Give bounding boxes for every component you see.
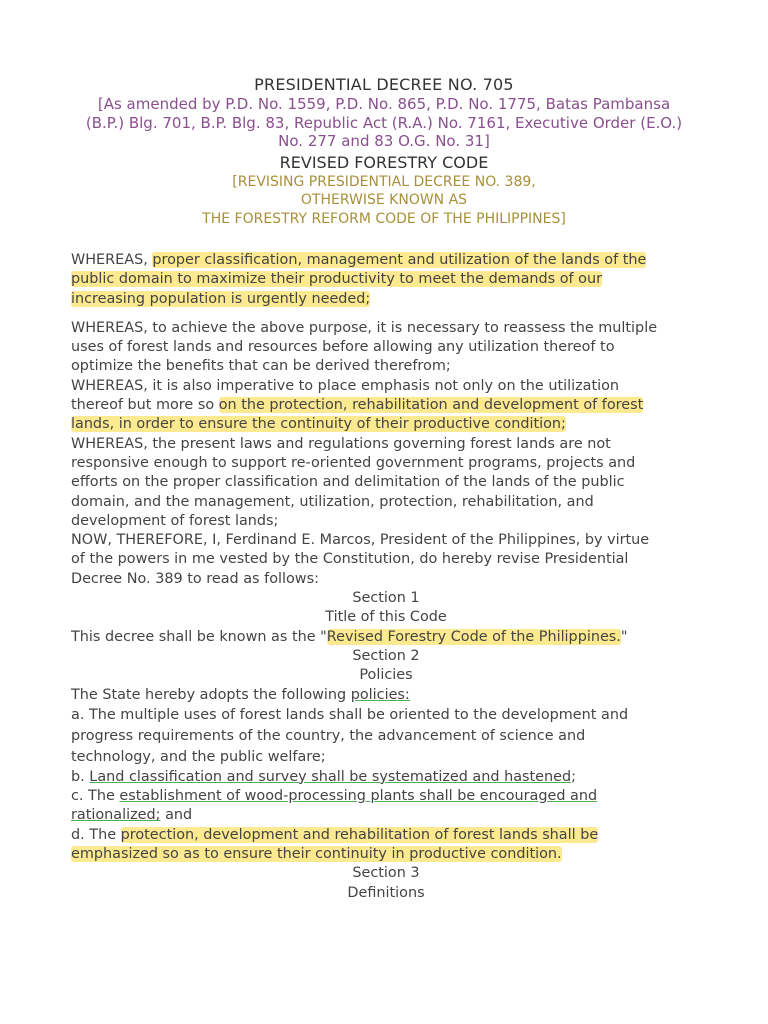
text-line: WHEREAS, to achieve the above purpose, it is necessary to reassess the multiple xyxy=(71,319,658,336)
underlined-text: rationalized; xyxy=(71,807,161,824)
text-segment: c. The xyxy=(71,788,120,805)
amendment-note xyxy=(0,95,768,151)
section-title: Policies xyxy=(359,667,413,684)
text-line: efforts on the proper classification and delimitation of the lands of the public xyxy=(71,474,625,491)
highlighted-text: on the protection, rehabilitation and development of forest xyxy=(218,397,644,414)
section-2 xyxy=(71,647,701,864)
text-line: optimize the benefits that can be derived therefrom; xyxy=(71,358,451,375)
underlined-text: establishment of wood-processing plants shall be encouraged and xyxy=(119,788,598,805)
code-title: REVISED FORESTRY CODE xyxy=(279,152,489,172)
section-1 xyxy=(71,589,701,647)
text-segment: thereof but more so xyxy=(71,397,219,414)
text-line: of the powers in me vested by the Constitution, do hereby revise Presidential xyxy=(71,551,629,568)
whereas-clause-3 xyxy=(71,377,701,435)
text-line: uses of forest lands and resources before allowing any utilization thereof to xyxy=(71,339,615,356)
text-line: technology, and the public welfare; xyxy=(71,748,326,765)
text-line: development of forest lands; xyxy=(71,512,279,529)
policy-b xyxy=(71,768,701,787)
text-segment: ; xyxy=(571,768,576,785)
highlighted-text: lands, in order to ensure the continuity of their productive condition; xyxy=(71,416,566,433)
whereas-lead: WHEREAS, xyxy=(71,252,153,268)
section-title: Definitions xyxy=(347,884,425,901)
therefore-clause xyxy=(71,531,701,589)
text-line: domain, and the management, utilization, protection, rehabilitation, and xyxy=(71,493,594,510)
text-line: responsive enough to support re-oriented government programs, projects and xyxy=(71,454,636,471)
document-header xyxy=(0,74,768,228)
section-3 xyxy=(71,864,701,903)
underlined-text: Land classification and survey shall be systematized and hastened xyxy=(89,768,572,785)
highlighted-text: proper classification, management and utilization of the lands of the xyxy=(152,252,647,268)
revising-line: [REVISING PRESIDENTIAL DECREE NO. 389, xyxy=(232,173,536,190)
text-segment: This decree shall be known as the " xyxy=(71,628,327,645)
highlighted-text: Revised Forestry Code of the Philippines. xyxy=(326,628,621,645)
text-line: a. The multiple uses of forest lands shall be oriented to the development and xyxy=(71,706,629,723)
revising-line: THE FORESTRY REFORM CODE OF THE PHILIPPINES] xyxy=(202,210,566,227)
underlined-text: policies: xyxy=(350,686,410,703)
amendment-line: [As amended by P.D. No. 1559, P.D. No. 865, P.D. No. 1775, Batas Pambansa xyxy=(97,95,671,113)
text-segment: " xyxy=(620,628,628,645)
text-segment: and xyxy=(160,807,193,824)
document-body xyxy=(71,251,701,903)
section-heading: Section 1 xyxy=(352,590,420,607)
highlighted-text: public domain to maximize their productivity to meet the demands of our xyxy=(71,271,603,288)
whereas-clause-1 xyxy=(71,251,701,309)
whereas-clause-4 xyxy=(71,435,701,531)
text-segment: d. The xyxy=(71,826,121,843)
highlighted-text: increasing population is urgently needed; xyxy=(71,290,371,307)
policy-d xyxy=(71,826,701,865)
section-heading: Section 2 xyxy=(352,647,420,664)
text-line: WHEREAS, it is also imperative to place emphasis not only on the utilization xyxy=(71,377,620,394)
highlighted-text: emphasized so as to ensure their continuity in productive condition. xyxy=(71,846,562,863)
amendment-line: No. 277 and 83 O.G. No. 31] xyxy=(278,132,490,150)
revising-note xyxy=(0,173,768,229)
highlighted-text: protection, development and rehabilitation of forest lands shall be xyxy=(120,826,599,843)
policy-c xyxy=(71,787,701,826)
decree-title: PRESIDENTIAL DECREE NO. 705 xyxy=(254,75,514,94)
text-line: progress requirements of the country, the advancement of science and xyxy=(71,727,586,744)
text-line: WHEREAS, the present laws and regulations governing forest lands are not xyxy=(71,435,611,452)
text-segment: b. xyxy=(71,768,90,785)
whereas-clause-2 xyxy=(71,319,701,377)
amendment-line: (B.P.) Blg. 701, B.P. Blg. 83, Republic Act (R.A.) No. 7161, Executive Order (E.O.) xyxy=(85,113,683,132)
section-heading: Section 3 xyxy=(352,865,420,882)
text-line: Decree No. 389 to read as follows: xyxy=(71,570,319,587)
text-line: NOW, THEREFORE, I, Ferdinand E. Marcos, President of the Philippines, by virtue xyxy=(71,532,650,549)
policy-a xyxy=(71,705,701,768)
section-title: Title of this Code xyxy=(325,609,447,626)
text-segment: The State hereby adopts the following xyxy=(71,686,351,703)
revising-line: OTHERWISE KNOWN AS xyxy=(300,192,468,208)
